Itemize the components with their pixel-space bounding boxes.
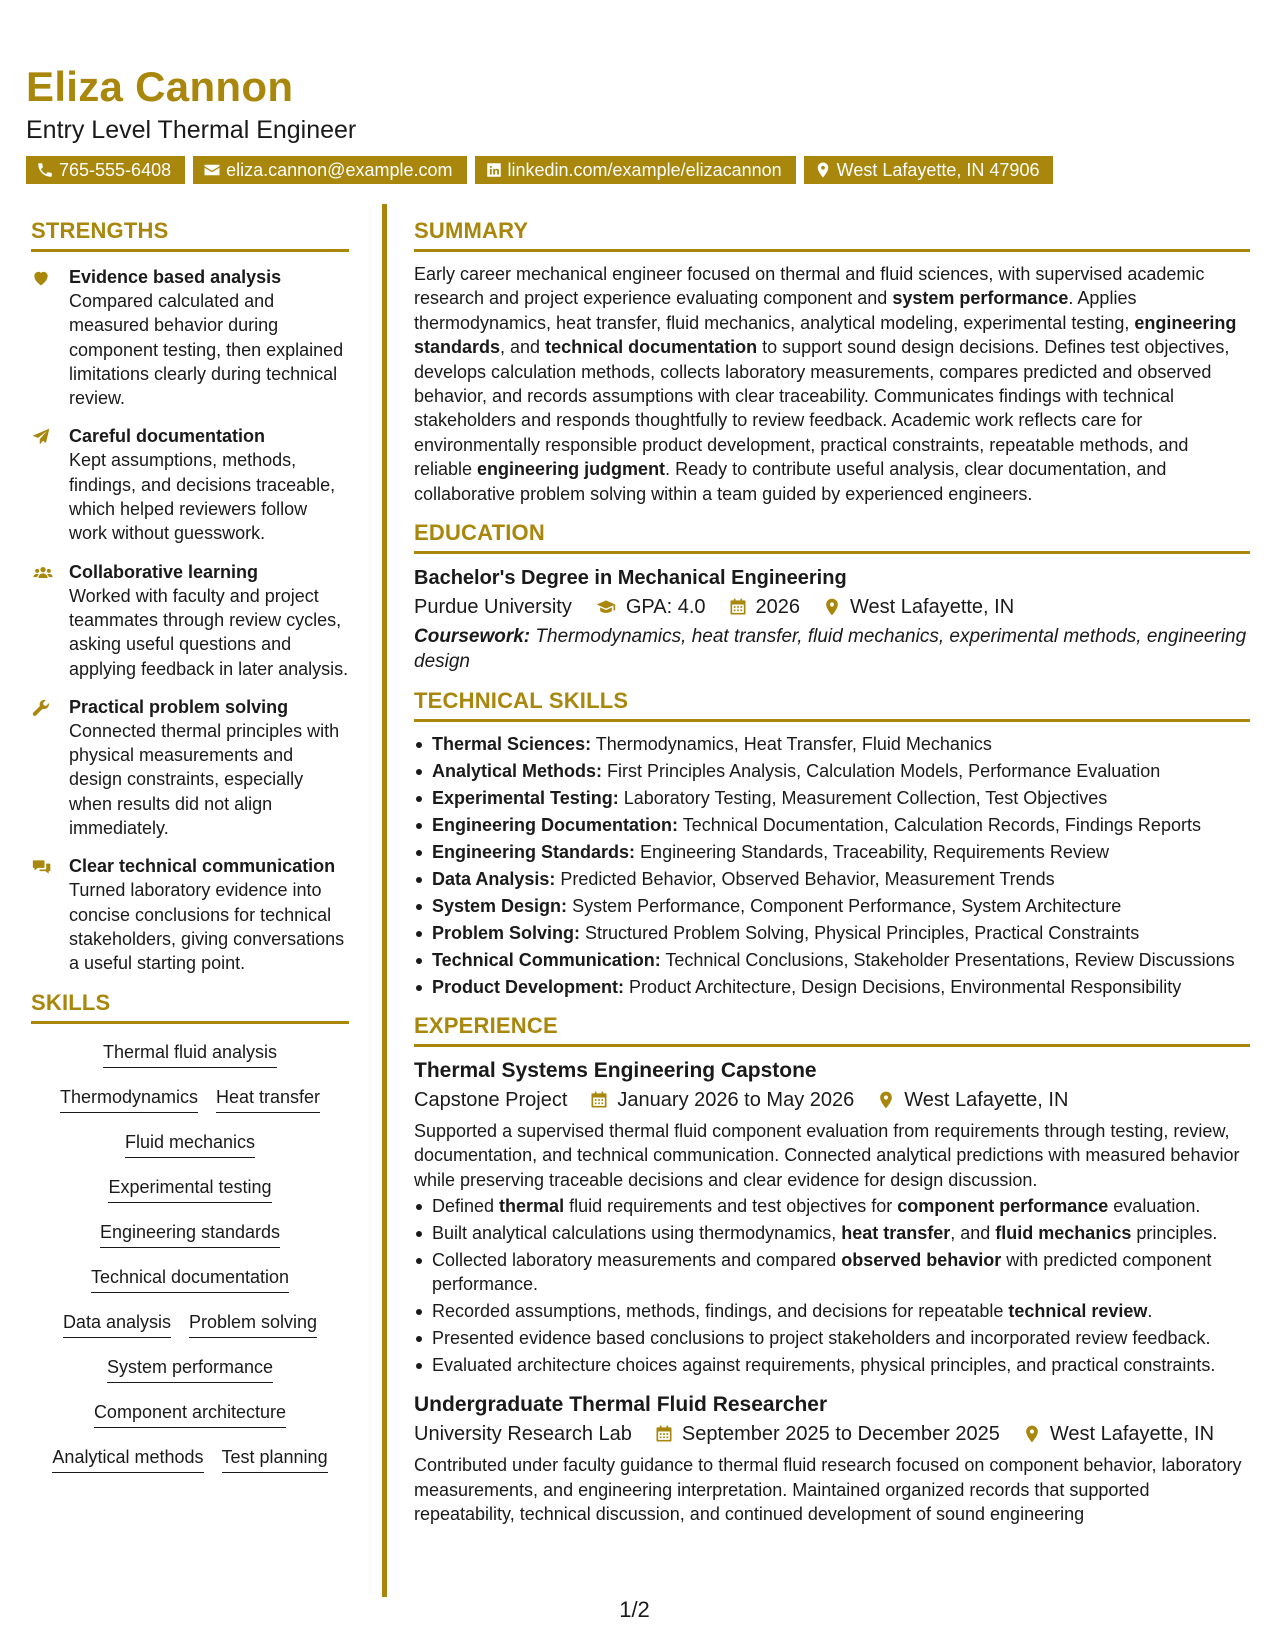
skill-tag: Test planning bbox=[222, 1439, 328, 1473]
map-pin-icon bbox=[822, 597, 842, 617]
users-icon bbox=[31, 563, 55, 583]
strength-desc: Turned laboratory evidence into concise conclusions for technical stakeholders, giving conversations a useful starting point. bbox=[69, 880, 345, 974]
list-item: Presented evidence based conclusions to project stakeholders and incorporated review feedback. bbox=[414, 1326, 1250, 1350]
strength-desc: Kept assumptions, methods, findings, and decisions traceable, which helped reviewers follow work without guesswork. bbox=[69, 450, 336, 544]
strength-title: Clear technical communication bbox=[69, 856, 336, 877]
list-item: Thermal Sciences: Thermodynamics, Heat Transfer, Fluid Mechanics bbox=[414, 732, 1250, 756]
summary-heading: SUMMARY bbox=[414, 218, 1250, 252]
list-item: Built analytical calculations using thermodynamics, heat transfer, and fluid mechanics principles. bbox=[414, 1221, 1250, 1245]
job-meta bbox=[414, 1419, 1250, 1449]
education-heading: EDUCATION bbox=[414, 520, 1250, 554]
list-item: Data Analysis: Predicted Behavior, Observed Behavior, Measurement Trends bbox=[414, 867, 1250, 891]
map-pin-icon bbox=[876, 1090, 896, 1110]
list-item: Technical Communication: Technical Conclusions, Stakeholder Presentations, Review Discussions bbox=[414, 948, 1250, 972]
job-description: Contributed under faculty guidance to thermal fluid research focused on component behavior, laboratory measurements, and engineering interpretation. Maintained organized records that supported repeatability, technical discussion, and continued development of sound engineering bbox=[414, 1455, 1242, 1525]
strength-item bbox=[31, 265, 349, 410]
phone-chip[interactable] bbox=[26, 156, 185, 184]
map-pin-icon bbox=[1022, 1424, 1042, 1444]
list-item: Engineering Documentation: Technical Documentation, Calculation Records, Findings Reports bbox=[414, 813, 1250, 837]
page-number: 1/2 bbox=[619, 1597, 650, 1622]
strengths-list bbox=[31, 265, 349, 976]
technical-skills-section bbox=[414, 688, 1250, 999]
strength-desc: Connected thermal principles with physical measurements and design constraints, especially when results did not align immediately. bbox=[69, 720, 340, 839]
strength-title: Careful documentation bbox=[69, 426, 266, 447]
candidate-name: Eliza Cannon bbox=[26, 63, 294, 110]
skill-tag: Thermal fluid analysis bbox=[103, 1034, 277, 1068]
list-item: System Design: System Performance, Component Performance, System Architecture bbox=[414, 894, 1250, 918]
location-text: West Lafayette, IN 47906 bbox=[836, 160, 1040, 180]
email-text: eliza.cannon@example.com bbox=[226, 160, 453, 180]
education-meta bbox=[414, 592, 1250, 622]
job-org: Capstone Project bbox=[414, 1089, 568, 1112]
list-item: Engineering Standards: Engineering Standards, Traceability, Requirements Review bbox=[414, 840, 1250, 864]
summary-text: Early career mechanical engineer focused on thermal and fluid sciences, with supervised academic research and project experience evaluating component and system performance. Applies thermodynamics, heat transfer, fluid mechanics, analytical modeling, experimental testing, engineering standards, and technical documentation to support sound design decisions. Defines test objectives, develops calculation methods, collects laboratory measurements, compares predicted and observed behavior, and records assumptions with clear traceability. Communicates findings with technical stakeholders and responds thoughtfully to review feedback. Academic work reflects care for environmentally responsible product development, practical constraints, repeatable methods, and reliable engineering judgment. Ready to contribute useful analysis, clear documentation, and collaborative problem solving within a team guided by experienced engineers. bbox=[414, 264, 1237, 504]
degree-title: Bachelor's Degree in Mechanical Engineering bbox=[414, 567, 847, 590]
job-description: Supported a supervised thermal fluid component evaluation from requirements through testing, review, documentation, and technical communication. Connected analytical predictions with measured behavior while preserving traceable decisions and clear evidence for design discussion. bbox=[414, 1121, 1240, 1190]
skill-tag: Experimental testing bbox=[108, 1169, 271, 1203]
heart-icon bbox=[31, 268, 51, 288]
job-dates: September 2025 to December 2025 bbox=[681, 1423, 1000, 1446]
job-org: University Research Lab bbox=[414, 1423, 632, 1446]
job-title: Thermal Systems Engineering Capstone bbox=[414, 1059, 817, 1083]
graduation-cap-icon bbox=[594, 597, 618, 617]
technical-skills-list bbox=[414, 732, 1250, 999]
job-bullets bbox=[414, 1194, 1250, 1377]
job-dates: January 2026 to May 2026 bbox=[617, 1089, 855, 1112]
strength-item bbox=[31, 424, 349, 545]
experience-section bbox=[414, 1013, 1250, 1526]
calendar-icon bbox=[728, 597, 748, 617]
calendar-icon bbox=[654, 1424, 674, 1444]
coursework: Coursework: Thermodynamics, heat transfer, fluid mechanics, experimental methods, engineering design bbox=[414, 626, 1247, 673]
gpa-text: GPA: 4.0 bbox=[625, 596, 706, 619]
school-location: West Lafayette, IN bbox=[850, 596, 1015, 619]
skill-tag: Technical documentation bbox=[91, 1259, 289, 1293]
strength-item bbox=[31, 854, 349, 975]
skill-tag: Analytical methods bbox=[52, 1439, 203, 1473]
job-meta bbox=[414, 1085, 1250, 1115]
contact-bar bbox=[26, 156, 1256, 184]
right-column bbox=[414, 218, 1250, 1527]
job-location: West Lafayette, IN bbox=[1049, 1423, 1215, 1446]
job-title: Undergraduate Thermal Fluid Researcher bbox=[414, 1393, 828, 1417]
list-item: Defined thermal fluid requirements and test objectives for component performance evaluation. bbox=[414, 1194, 1250, 1218]
list-item: Collected laboratory measurements and compared observed behavior with predicted component performance. bbox=[414, 1248, 1250, 1296]
resume-header bbox=[26, 62, 1256, 184]
strength-item bbox=[31, 695, 349, 840]
wrench-icon bbox=[31, 698, 51, 718]
strength-desc: Worked with faculty and project teammates through review cycles, asking useful questions and applying feedback in later analysis. bbox=[69, 585, 349, 679]
skill-tag: Component architecture bbox=[94, 1394, 286, 1428]
column-divider bbox=[382, 204, 387, 1597]
skills-list bbox=[31, 1034, 349, 1484]
skill-tag: Engineering standards bbox=[100, 1214, 280, 1248]
experience-heading: EXPERIENCE bbox=[414, 1013, 1250, 1047]
technical-skills-heading: TECHNICAL SKILLS bbox=[414, 688, 1250, 722]
strengths-heading: STRENGTHS bbox=[31, 218, 349, 252]
skill-tag: Fluid mechanics bbox=[125, 1124, 255, 1158]
phone-icon bbox=[36, 161, 54, 179]
list-item: Recorded assumptions, methods, findings, and decisions for repeatable technical review. bbox=[414, 1299, 1250, 1323]
skill-tag: Heat transfer bbox=[216, 1079, 320, 1113]
school-name: Purdue University bbox=[414, 596, 572, 619]
list-item: Evaluated architecture choices against requirements, physical principles, and practical constraints. bbox=[414, 1353, 1250, 1377]
list-item: Analytical Methods: First Principles Analysis, Calculation Models, Performance Evaluation bbox=[414, 759, 1250, 783]
graduation-year: 2026 bbox=[755, 596, 801, 619]
skill-tag: Problem solving bbox=[189, 1304, 317, 1338]
phone-text: 765-555-6408 bbox=[59, 160, 172, 180]
chat-bubbles-icon bbox=[31, 857, 53, 877]
strength-title: Evidence based analysis bbox=[69, 267, 282, 287]
strength-item bbox=[31, 560, 349, 681]
calendar-icon bbox=[589, 1090, 609, 1110]
skill-tag: Thermodynamics bbox=[60, 1079, 198, 1113]
linkedin-icon bbox=[485, 161, 503, 179]
skills-section bbox=[31, 990, 349, 1484]
paper-plane-icon bbox=[31, 427, 51, 447]
strength-title: Collaborative learning bbox=[69, 561, 259, 582]
email-chip[interactable] bbox=[193, 156, 466, 184]
skills-heading: SKILLS bbox=[31, 990, 349, 1024]
linkedin-text: linkedin.com/example/elizacannon bbox=[507, 160, 782, 180]
map-pin-icon bbox=[814, 161, 832, 179]
location-chip bbox=[804, 156, 1054, 184]
skill-tag: Data analysis bbox=[63, 1304, 171, 1338]
strength-title: Practical problem solving bbox=[69, 696, 289, 717]
strength-desc: Compared calculated and measured behavior during component testing, then explained limitations clearly during technical review. bbox=[69, 291, 344, 409]
list-item: Experimental Testing: Laboratory Testing, Measurement Collection, Test Objectives bbox=[414, 786, 1250, 810]
list-item: Product Development: Product Architecture, Design Decisions, Environmental Responsibility bbox=[414, 975, 1250, 999]
list-item: Problem Solving: Structured Problem Solving, Physical Principles, Practical Constraints bbox=[414, 921, 1250, 945]
job-location: West Lafayette, IN bbox=[904, 1089, 1069, 1112]
education-section bbox=[414, 520, 1250, 674]
linkedin-chip[interactable] bbox=[475, 156, 796, 184]
skill-tag: System performance bbox=[107, 1349, 273, 1383]
candidate-title: Entry Level Thermal Engineer bbox=[26, 116, 357, 144]
left-column bbox=[31, 218, 349, 1484]
envelope-icon bbox=[203, 161, 221, 179]
